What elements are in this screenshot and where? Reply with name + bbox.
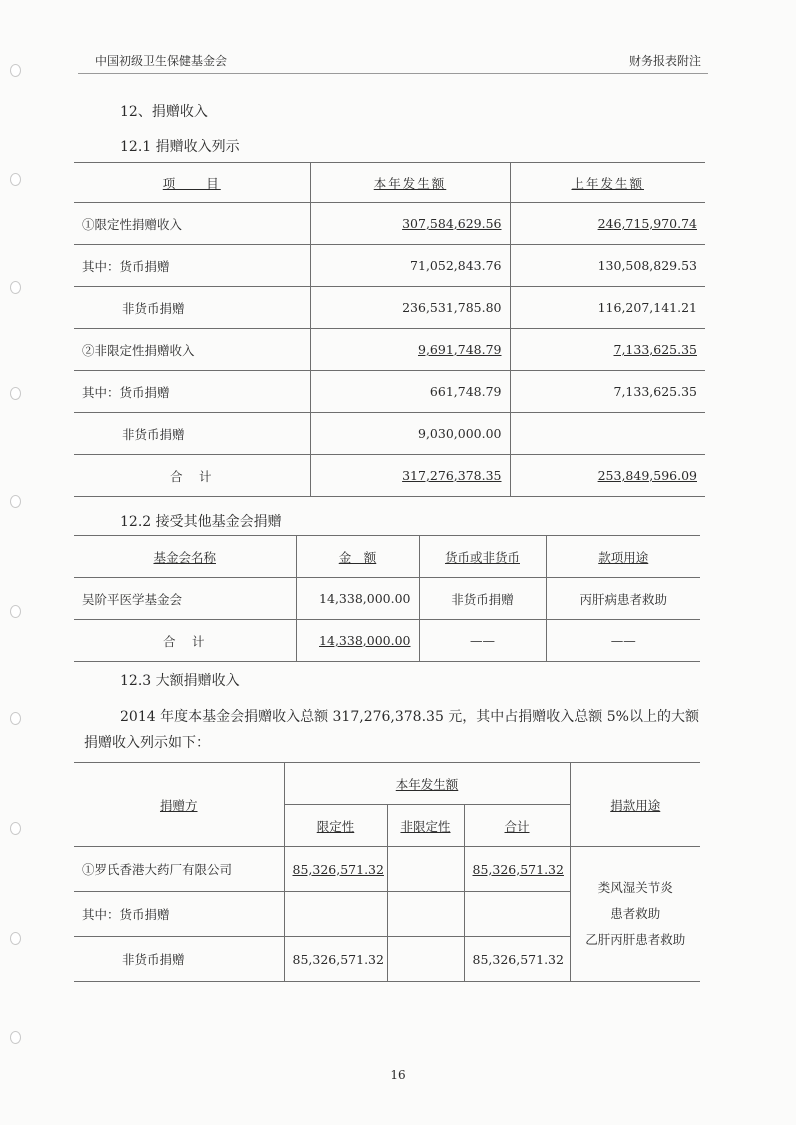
row-label: ①限定性捐赠收入 [74,203,310,245]
table-row [74,578,700,620]
binder-hole [10,1031,21,1044]
table-total-row [74,620,700,662]
current-amount: 307,584,629.56 [310,203,510,245]
prior-amount: 116,207,141.21 [510,287,705,329]
subsection-title-12-3: 12.3 大额捐赠收入 [120,673,240,689]
table-row [74,287,705,329]
header-donor: 捐赠方 [74,763,284,847]
header-restricted: 限定性 [284,805,387,847]
header-type: 货币或非货币 [419,536,546,578]
other-foundation-donation-table [74,535,700,662]
binder-hole [10,281,21,294]
unrestricted-amount [387,937,464,982]
prior-amount: 7,133,625.35 [510,329,705,371]
purpose-line: 患者救助 [610,906,661,921]
header-section: 财务报表附注 [628,54,701,68]
header-current-year: 本年发生额 [310,163,510,203]
row-label: 其中：货币捐赠 [74,892,284,937]
page-header [95,52,701,69]
current-amount: 9,691,748.79 [310,329,510,371]
restricted-amount: 85,326,571.32 [284,847,387,892]
table-total-row [74,455,705,497]
donation-purpose: 丙肝病患者救助 [546,578,700,620]
donor-name: ①罗氏香港大药厂有限公司 [74,847,284,892]
header-purpose: 款项用途 [546,536,700,578]
header-unrestricted: 非限定性 [387,805,464,847]
subsection-title-12-2: 12.2 接受其他基金会捐赠 [120,514,282,530]
total-label: 合 计 [74,620,296,662]
total-purpose: —— [546,620,700,662]
foundation-name: 吴阶平医学基金会 [74,578,296,620]
header-total: 合计 [464,805,570,847]
header-item: 项 目 [74,163,310,203]
header-amount: 金 额 [296,536,419,578]
prior-amount: 7,133,625.35 [510,371,705,413]
total-type: —— [419,620,546,662]
subsection-title-12-1: 12.1 捐赠收入列示 [120,139,240,155]
table-row [74,371,705,413]
binder-hole [10,822,21,835]
current-amount: 661,748.79 [310,371,510,413]
header-current-year: 本年发生额 [284,763,570,805]
total-amount: 85,326,571.32 [464,847,570,892]
table-row [74,245,705,287]
binder-hole [10,387,21,400]
header-org: 中国初级卫生保健基金会 [95,54,228,68]
table-header-row [74,536,700,578]
restricted-amount [284,892,387,937]
header-prior-year: 上年发生额 [510,163,705,203]
purpose-cell [570,847,700,982]
current-amount: 236,531,785.80 [310,287,510,329]
donation-amount: 14,338,000.00 [296,578,419,620]
unrestricted-amount [387,892,464,937]
total-amount: 14,338,000.00 [296,620,419,662]
total-amount [464,892,570,937]
row-label: ②非限定性捐赠收入 [74,329,310,371]
binder-hole [10,605,21,618]
purpose-line: 类风湿关节炎 [597,880,673,895]
binder-hole [10,495,21,508]
current-total: 317,276,378.35 [310,455,510,497]
binder-hole [10,173,21,186]
section-title: 12、捐赠收入 [120,104,208,120]
header-foundation-name: 基金会名称 [74,536,296,578]
header-divider [78,73,708,74]
prior-amount [510,413,705,455]
total-amount: 85,326,571.32 [464,937,570,982]
prior-total: 253,849,596.09 [510,455,705,497]
total-label: 合 计 [74,455,310,497]
table-header-row [74,163,705,203]
row-label: 非货币捐赠 [74,937,284,982]
unrestricted-amount [387,847,464,892]
current-amount: 71,052,843.76 [310,245,510,287]
purpose-line: 乙肝丙肝患者救助 [585,932,686,947]
row-label: 非货币捐赠 [74,287,310,329]
prior-amount: 130,508,829.53 [510,245,705,287]
header-purpose: 捐款用途 [570,763,700,847]
binder-hole [10,712,21,725]
table-row [74,847,700,892]
large-donation-paragraph: 2014 年度本基金会捐赠收入总额 317,276,378.35 元，其中占捐赠收入总额 5%以上的大额捐赠收入列示如下： [84,709,699,751]
table-header-row [74,763,700,805]
donation-type: 非货币捐赠 [419,578,546,620]
page-number: 16 [390,1068,406,1082]
prior-amount: 246,715,970.74 [510,203,705,245]
donation-income-table [74,162,705,497]
large-donation-table [74,762,700,982]
current-amount: 9,030,000.00 [310,413,510,455]
row-label: 非货币捐赠 [74,413,310,455]
table-row [74,203,705,245]
table-row [74,329,705,371]
binder-hole [10,932,21,945]
row-label: 其中：货币捐赠 [74,245,310,287]
restricted-amount: 85,326,571.32 [284,937,387,982]
row-label: 其中：货币捐赠 [74,371,310,413]
table-row [74,413,705,455]
binder-hole [10,64,21,77]
